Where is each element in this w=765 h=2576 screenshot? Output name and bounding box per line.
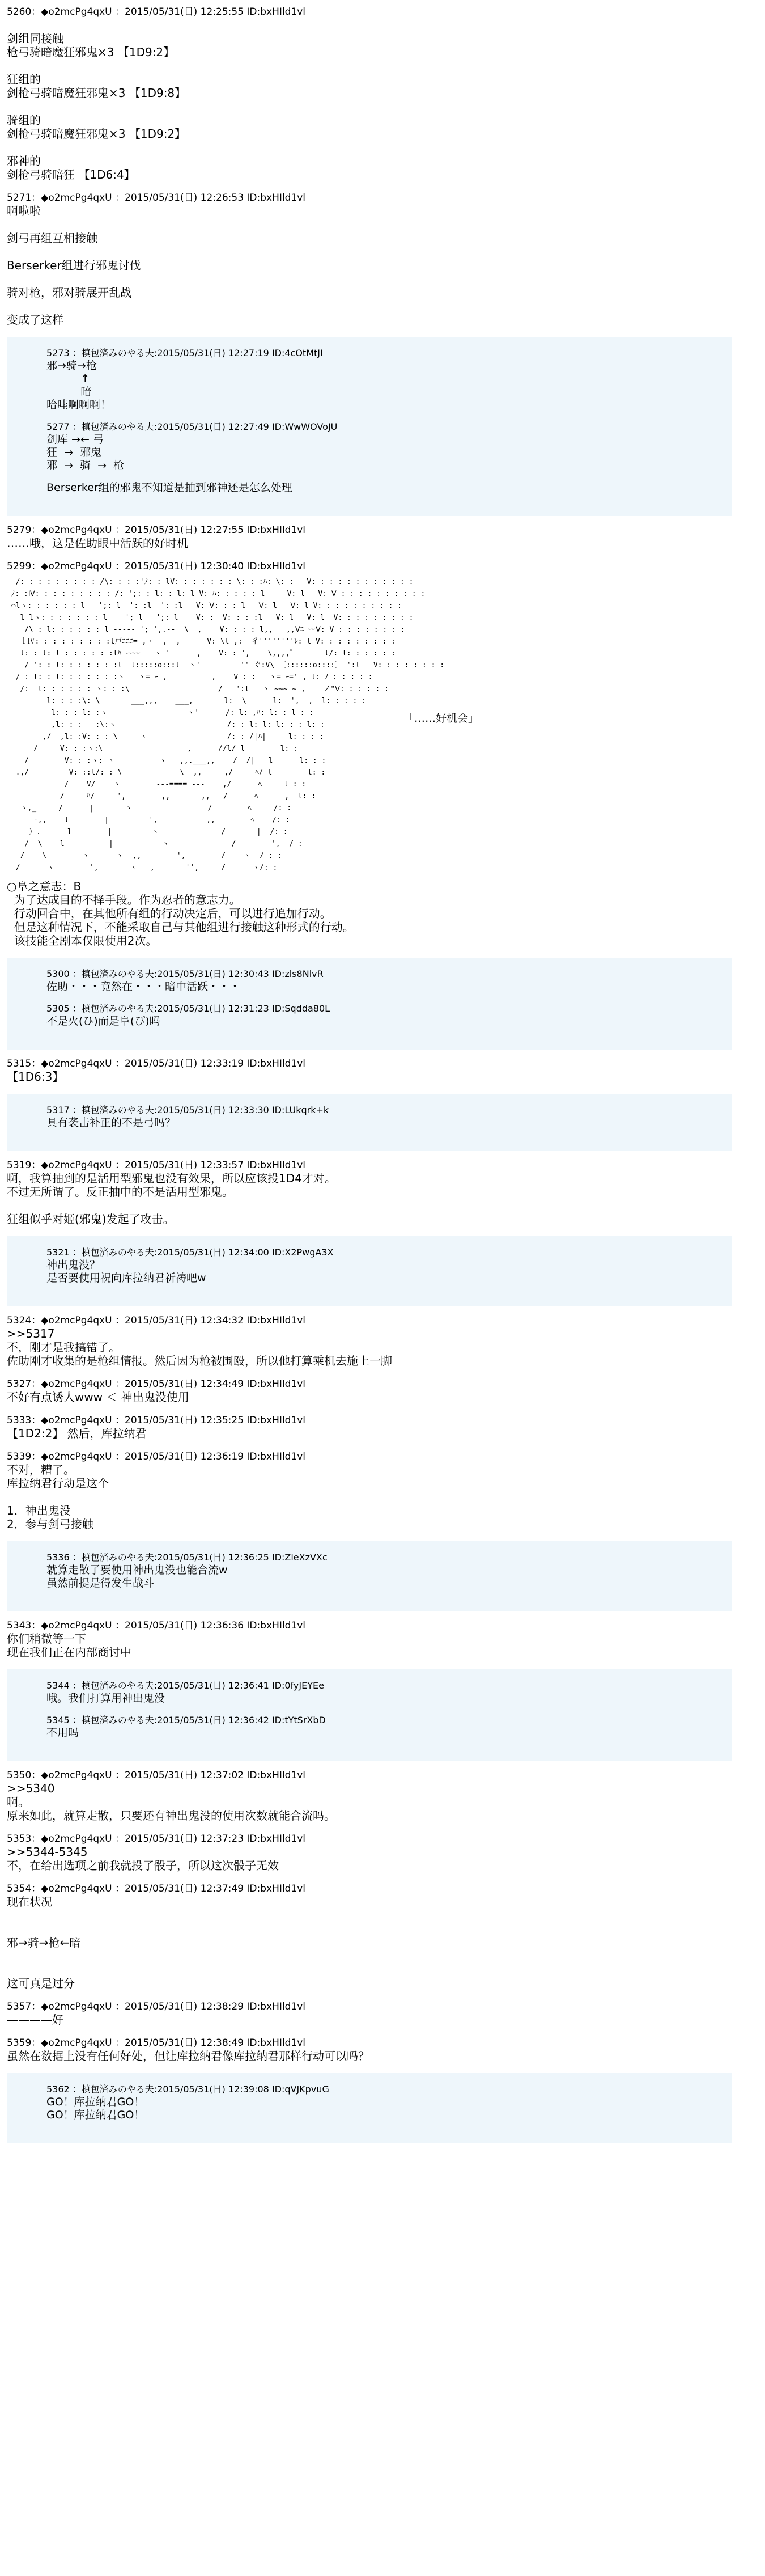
post-header: 5315：◆o2mcPg4qxU ：2015/05/31(日) 12:33:19 ID:bxHIld1vl [7, 1058, 306, 1069]
post-body: 啊啦啦 剑弓再组互相接触 Berserker组进行邪鬼讨伐 骑对枪，邪对骑展开乱战 变成了这样 [7, 204, 141, 327]
post [7, 2037, 743, 2063]
post-body: 不好有点诱人www ＜ 神出鬼没使用 [7, 1390, 189, 1404]
post [7, 1769, 743, 1822]
post [7, 1833, 743, 1872]
post-body: 佐助・・・竟然在・・・暗中活跃・・・ [46, 980, 241, 993]
quoted-post [46, 1680, 732, 1705]
post [7, 1314, 743, 1368]
post [7, 1450, 743, 1531]
post-body: Berserker组的邪鬼不知道是抽到邪神还是怎么处理 [46, 481, 292, 494]
post [7, 1619, 743, 1659]
post [7, 1883, 743, 1990]
post-header: 5300 ：槙包済みのやる夫:2015/05/31(日) 12:30:43 ID:zls8NlvR [46, 968, 324, 979]
quote-box [7, 337, 732, 516]
quote-box [7, 958, 732, 1050]
post-header: 5273 ：槙包済みのやる夫:2015/05/31(日) 12:27:19 ID:4cOtMtJI [46, 348, 323, 358]
post-body: >>5317 不，刚才是我搞错了。 佐助刚才收集的是枪组情报。然后因为枪被围殴，所以他打算乘机去施上一脚 [7, 1327, 392, 1368]
quote-box [7, 2073, 732, 2143]
ascii-art-block [7, 576, 743, 874]
post-header: 5359：◆o2mcPg4qxU ：2015/05/31(日) 12:38:49 ID:bxHIld1vl [7, 2037, 306, 2049]
post [7, 524, 743, 550]
post [7, 1159, 743, 1226]
post [7, 192, 743, 327]
post-body: 剑组同接触 枪弓骑暗魔狂邪鬼×3 【1D9:2】 狂组的 剑枪弓骑暗魔狂邪鬼×3 【1D9:8】 骑组的 剑枪弓骑暗魔狂邪鬼×3 【1D9:2】 邪神的 剑枪弓骑暗狂 【1D6:4】 [7, 32, 186, 181]
quoted-post [46, 1714, 732, 1740]
ascii-art-caption: 「……好机会」 [403, 712, 479, 725]
ascii-art: /: : : : : : : : : /\: : : :'ﾉ: : lV: : : : : : : \: : :ﾊ: \: : V: : : : : : : : : : : : ﾉ: :Ⅳ: : : : : : : : : /: ';: : l: : l: l V: ﾊ: : : : : l V: l V: Ⅴ : : : : : : : : : : ⌒lヽ: : : : : : l ';: l ': :l ': :l V: Ⅴ: : : l Ⅴ: l Ⅴ: l V: : : : : : : : : : l lヽ: : : : : : : l '; l ';: l V: : V: : : :l V: l V: l V: : : : : : : : : /\ : l: : : : : : l ----- '; ',.-- \ , V: : : : l,, ,,Ⅴﾆ ｰｰⅤ: V : : : : : : : : ｌⅣ: : : : : : : : :l戸ﾆﾆﾆ= ,ヽ , , V: \l ,: 彳''''''''ﾚ: l V: : : : : : : : : l: : l: l : : : : : :lﾊ ｰｰｰｰ ヽ ' , V: : ', \,,,,ﾟ l/: l: : : : : : / ': : l: : : : : : :l l:::::o:::l ヽ' '' ぐ:V\ 〔::::::o::::〕 ':l V: : : : : : : : / : l: : l: : : : : : :ヽ ヽ= ｰ , , V : : ヽ= ｰ=' , l: ﾉ : : : : : /: l: : : : : : ヽ: : :\ / ':l ヽ ~~~ ~ , ノ"Ⅴ: : : : : : l: : : :\: \ ___,,, ___, l: \ l: ', , l: : : : : l: : : l: :ヽ ヽ' /: l: ,ﾊ: l: : l : : ,l: : : :\:ヽ /: : l: l: l: : : l: : ,/ ,l: :V: : : \ ヽ /: : /|ﾊ| l: : : : / V: : :ヽ:\ , //l/ l l: : / V: : :ヽ: ヽ ヽ ,,.___,, / /| l l: : : .,/ V: ::l/: : \ \ ,, ,/ ﾍ/ l l: : / V/ ヽ ---==== --- ,/ ﾍ l : : / ﾊ/ ', ,, ,, / ﾍ , l: : ヽ,_ / | ヽ / ﾍ /: : ‐,, l | ', ,, ﾍ /: : ）. l | ヽ / | /: : / \ l | ヽ / ', / : / \ ヽ ヽ ,, ', / ヽ / : : / ヽ ', ヽ , '', / ヽ/: : [11, 578, 445, 872]
post-body: 【1D6:3】 [7, 1070, 64, 1084]
quote-box [7, 1669, 732, 1761]
post-header: 5362 ：槙包済みのやる夫:2015/05/31(日) 12:39:08 ID:qVJKpvuG [46, 2084, 329, 2095]
quoted-post [46, 1246, 732, 1285]
post-header: 5339：◆o2mcPg4qxU ：2015/05/31(日) 12:36:19 ID:bxHIld1vl [7, 1451, 306, 1462]
post-header: 5357：◆o2mcPg4qxU ：2015/05/31(日) 12:38:29 ID:bxHIld1vl [7, 2001, 306, 2012]
quote-box [7, 1236, 732, 1306]
post-header: 5327：◆o2mcPg4qxU ：2015/05/31(日) 12:34:49 ID:bxHIld1vl [7, 1378, 306, 1390]
post-body: 现在状况 邪→骑→枪←暗 这可真是过分 [7, 1895, 81, 1990]
post [7, 2000, 743, 2027]
quoted-post [46, 347, 732, 412]
quoted-post [46, 1003, 732, 1028]
post-header: 5305 ：槙包済みのやる夫:2015/05/31(日) 12:31:23 ID:Sqdda80L [46, 1003, 330, 1014]
post-header: 5277 ：槙包済みのやる夫:2015/05/31(日) 12:27:49 ID:WwWOVoJU [46, 421, 338, 432]
post-header: 5344 ：槙包済みのやる夫:2015/05/31(日) 12:36:41 ID:0fyJEYEe [46, 1680, 324, 1691]
post-body: 啊，我算抽到的是活用型邪鬼也没有效果，所以应该投1D4才对。 不过无所谓了。反正抽中的不是活用型邪鬼。 狂组似乎对姬(邪鬼)发起了攻击。 [7, 1171, 336, 1226]
post-header: 5343：◆o2mcPg4qxU ：2015/05/31(日) 12:36:36 ID:bxHIld1vl [7, 1620, 306, 1631]
post-header: 5333：◆o2mcPg4qxU ：2015/05/31(日) 12:35:25 ID:bxHIld1vl [7, 1415, 306, 1426]
post-header: 5317 ：槙包済みのやる夫:2015/05/31(日) 12:33:30 ID:LUkqrk+k [46, 1105, 329, 1115]
post-header: 5299：◆o2mcPg4qxU ：2015/05/31(日) 12:30:40 ID:bxHIld1vl [7, 561, 306, 572]
post-header: 5279：◆o2mcPg4qxU ：2015/05/31(日) 12:27:55 ID:bxHIld1vl [7, 524, 306, 536]
quoted-post [46, 481, 732, 494]
post-body: 具有袭击补正的不是弓吗？ [46, 1116, 176, 1129]
post-body: >>5340 啊。 原来如此，就算走散，只要还有神出鬼没的使用次数就能合流吗。 [7, 1782, 335, 1822]
post-header: 5260：◆o2mcPg4qxU ：2015/05/31(日) 12:25:55 ID:bxHIld1vl [7, 6, 306, 18]
post-body: ……哦，这是佐助眼中活跃的好时机 [7, 536, 188, 550]
post-body: >>5344-5345 不，在给出选项之前我就投了骰子，所以这次骰子无效 [7, 1845, 279, 1872]
post-body: 不是火(ひ)而是阜(ぴ)吗 [46, 1015, 160, 1027]
quote-box [7, 1541, 732, 1611]
post-body: ○阜之意志：B 为了达成目的不择手段。作为忍者的意志力。 行动回合中，在其他所有组的行动决定后，可以进行追加行动。 但是这种情况下，不能采取自己与其他组进行接触这种形式的行动。 该技能全剧本仅限使用2次。 [7, 879, 354, 948]
post [7, 1414, 743, 1440]
post-body: 剑库 →← 弓 狂 → 邪鬼 邪 → 骑 → 枪 [46, 433, 125, 472]
post-header: 5350：◆o2mcPg4qxU ：2015/05/31(日) 12:37:02 ID:bxHIld1vl [7, 1770, 306, 1781]
post-body: 虽然在数据上没有任何好处，但让库拉纳君像库拉纳君那样行动可以吗？ [7, 2049, 369, 2063]
quoted-post [46, 1551, 732, 1590]
post-body: 邪→骑→枪 ↑ 暗 哈哇啊啊啊！ [46, 359, 112, 411]
quoted-post [46, 421, 732, 472]
post-body: 神出鬼没？ 是否要使用祝向库拉纳君祈祷吧w [46, 1259, 206, 1284]
post-body: 哦。我们打算用神出鬼没 [46, 1692, 165, 1704]
post-header: 5353：◆o2mcPg4qxU ：2015/05/31(日) 12:37:23 ID:bxHIld1vl [7, 1833, 306, 1845]
post-header: 5345 ：槙包済みのやる夫:2015/05/31(日) 12:36:42 ID:tYtSrXbD [46, 1715, 326, 1725]
post [7, 1058, 743, 1084]
post-header: 5321 ：槙包済みのやる夫:2015/05/31(日) 12:34:00 ID:X2PwgA3X [46, 1247, 334, 1258]
post-body: GO！库拉纳君GO！ GO！库拉纳君GO！ [46, 2096, 145, 2121]
quoted-post [46, 2083, 732, 2122]
post [7, 560, 743, 948]
post-header: 5324：◆o2mcPg4qxU ：2015/05/31(日) 12:34:32 ID:bxHIld1vl [7, 1315, 306, 1326]
post-header: 5319：◆o2mcPg4qxU ：2015/05/31(日) 12:33:57 ID:bxHIld1vl [7, 1160, 306, 1171]
post-header: 5336 ：槙包済みのやる夫:2015/05/31(日) 12:36:25 ID:ZieXzVXc [46, 1552, 328, 1563]
post-header: 5354：◆o2mcPg4qxU ：2015/05/31(日) 12:37:49 ID:bxHIld1vl [7, 1883, 306, 1894]
post-body: 不用吗 [46, 1727, 79, 1739]
post-body: 你们稍微等一下 现在我们正在内部商讨中 [7, 1632, 131, 1659]
post-body: 就算走散了要使用神出鬼没也能合流w 虽然前提是得发生战斗 [46, 1564, 228, 1589]
post-body: 【1D2:2】 然后，库拉纳君 [7, 1427, 147, 1440]
post-body: ————好 [7, 2013, 63, 2027]
post [7, 1378, 743, 1404]
quoted-post [46, 968, 732, 993]
quote-box [7, 1094, 732, 1151]
post-body: 不对，糟了。 库拉纳君行动是这个 1．神出鬼没 2．参与剑弓接触 [7, 1463, 109, 1531]
post [7, 6, 743, 181]
post-header: 5271：◆o2mcPg4qxU ：2015/05/31(日) 12:26:53 ID:bxHIld1vl [7, 192, 306, 204]
quoted-post [46, 1104, 732, 1130]
